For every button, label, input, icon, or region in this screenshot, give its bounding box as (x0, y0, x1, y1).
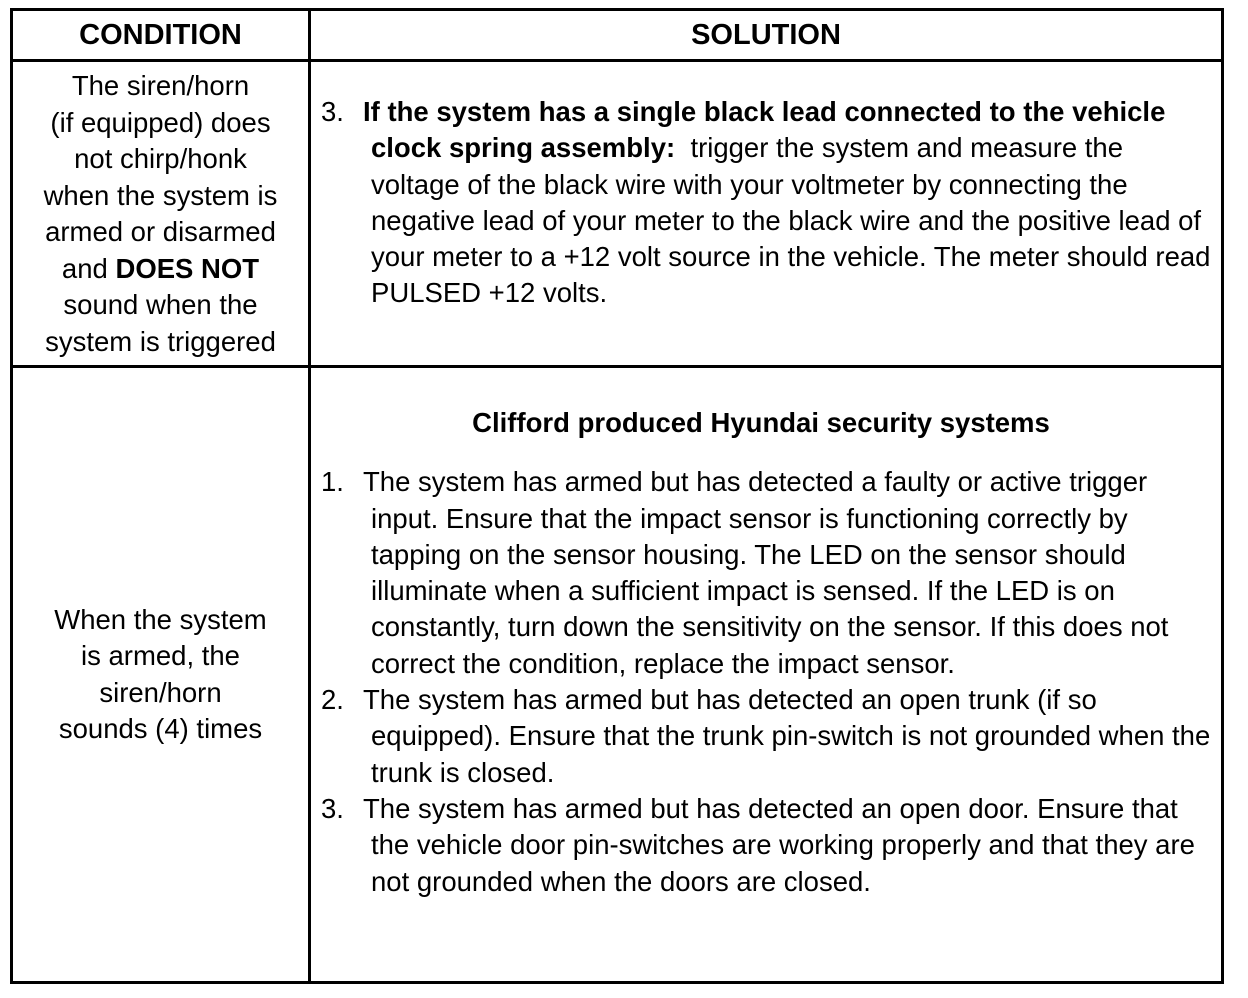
troubleshooting-table (10, 8, 1224, 984)
item-number: 3. (321, 96, 344, 127)
condition-header: CONDITION (12, 10, 310, 61)
item-text: trigger the system and measure the voltage of the black wire with your voltmeter by connecting the negative lead of your meter to the black wire and the positive lead of your meter to a +12 volt source in the vehicle. The meter should read PULSED +12 volts. (371, 132, 1211, 309)
condition-text (13, 67, 308, 360)
condition-text: When the system is armed, the siren/horn sounds (4) times (54, 603, 267, 744)
item-number: 2. (321, 684, 344, 716)
item-text: The system has armed but has detected an open door. Ensure that the vehicle door pin-switches are working properly and that they are not grounded when the doors are closed. (363, 792, 1195, 897)
condition-cell (12, 61, 310, 367)
item-number: 3. (321, 792, 344, 824)
table-row (12, 61, 1223, 367)
condition-text-suffix: sound when the system is triggered (45, 289, 276, 357)
solution-header: SOLUTION (310, 10, 1223, 61)
condition-text-prefix: The siren/horn (if equipped) does not chirp/honk when the system is armed or disarmed and (43, 70, 278, 284)
condition-cell (12, 367, 310, 983)
solution-cell (310, 367, 1223, 983)
item-heading: If the system has a single black lead connected to the vehicle clock spring assembly: (363, 96, 1166, 164)
solution-item (311, 94, 1211, 312)
solution-item (311, 791, 1211, 900)
solution-item (311, 464, 1211, 682)
solution-cell (310, 61, 1223, 367)
section-heading: Clifford produced Hyundai security systems (472, 407, 1050, 438)
item-text: The system has armed but has detected an open trunk (if so equipped). Ensure that the trunk pin-switch is not grounded when the trunk is closed. (363, 684, 1211, 788)
solution-item (311, 682, 1211, 791)
condition-text-emphasis: DOES NOT (115, 252, 260, 284)
header-row (12, 10, 1223, 61)
item-number: 1. (321, 466, 344, 498)
item-text: The system has armed but has detected a faulty or active trigger input. Ensure that the impact sensor is functioning correctly by tapping on the sensor housing. The LED on the sensor should illuminate when a sufficient impact is sensed. If the LED is on constantly, turn down the sensitivity on the sensor. If this does not correct the condition, replace the impact sensor. (363, 466, 1169, 679)
table-row (12, 367, 1223, 983)
